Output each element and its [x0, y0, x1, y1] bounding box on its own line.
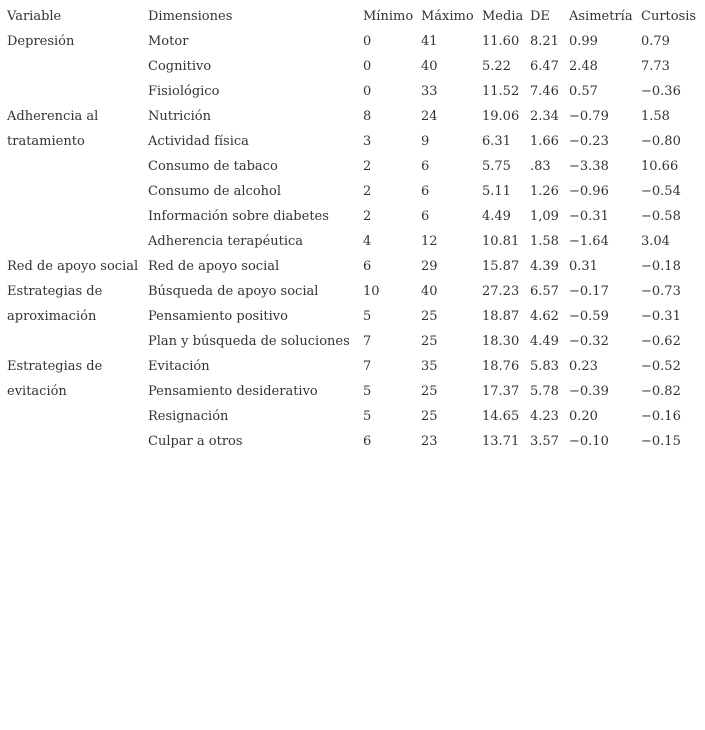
cell-skewness: 2.48: [569, 59, 598, 74]
cell-min: 5: [363, 384, 372, 399]
cell-max: 33: [421, 84, 438, 99]
table-row: [0, 229, 705, 254]
cell-mean: 10.81: [482, 234, 520, 249]
cell-skewness: −0.23: [569, 134, 609, 149]
cell-min: 0: [363, 59, 372, 74]
cell-min: 2: [363, 209, 372, 224]
cell-sd: 4.39: [530, 259, 559, 274]
cell-sd: 2.34: [530, 109, 559, 124]
cell-min: 2: [363, 184, 372, 199]
cell-max: 25: [421, 334, 438, 349]
cell-dimension: Actividad física: [148, 134, 249, 149]
cell-mean: 5.75: [482, 159, 511, 174]
cell-max: 6: [421, 159, 430, 174]
cell-min: 0: [363, 84, 372, 99]
table-row: [0, 404, 705, 429]
cell-max: 24: [421, 109, 438, 124]
cell-variable: Estrategias de: [7, 359, 103, 374]
cell-min: 6: [363, 434, 372, 449]
table-body: [0, 29, 705, 454]
cell-max: 12: [421, 234, 438, 249]
table-row: [0, 354, 705, 379]
cell-sd: 4.23: [530, 409, 559, 424]
table-row: [0, 54, 705, 79]
cell-kurtosis: −0.58: [641, 209, 681, 224]
cell-skewness: 0.23: [569, 359, 598, 374]
cell-variable: Estrategias de: [7, 284, 103, 299]
cell-dimension: Evitación: [148, 359, 210, 374]
cell-skewness: −0.10: [569, 434, 609, 449]
table-row: [0, 279, 705, 304]
cell-kurtosis: 10.66: [641, 159, 679, 174]
cell-mean: 5.11: [482, 184, 511, 199]
cell-max: 6: [421, 184, 430, 199]
cell-mean: 19.06: [482, 109, 520, 124]
header-mean: Media: [482, 9, 524, 24]
cell-dimension: Consumo de alcohol: [148, 184, 281, 199]
cell-kurtosis: −0.80: [641, 134, 681, 149]
table-row: [0, 79, 705, 104]
cell-min: 7: [363, 359, 372, 374]
cell-mean: 27.23: [482, 284, 520, 299]
cell-sd: 5.78: [530, 384, 559, 399]
cell-dimension: Cognitivo: [148, 59, 212, 74]
cell-variable: Red de apoyo social: [7, 259, 139, 274]
cell-kurtosis: −0.31: [641, 309, 681, 324]
cell-max: 25: [421, 309, 438, 324]
cell-max: 29: [421, 259, 438, 274]
header-sd: DE: [530, 9, 550, 24]
cell-variable: Depresión: [7, 34, 75, 49]
table-header-row: [0, 4, 705, 29]
cell-mean: 6.31: [482, 134, 511, 149]
cell-sd: 1.26: [530, 184, 559, 199]
cell-skewness: −0.96: [569, 184, 609, 199]
cell-variable: Adherencia al: [7, 109, 99, 124]
cell-mean: 4.49: [482, 209, 511, 224]
cell-max: 9: [421, 134, 430, 149]
table-row: [0, 129, 705, 154]
cell-mean: 18.76: [482, 359, 520, 374]
cell-mean: 18.30: [482, 334, 520, 349]
cell-dimension: Red de apoyo social: [148, 259, 280, 274]
cell-min: 2: [363, 159, 372, 174]
cell-kurtosis: −0.18: [641, 259, 681, 274]
cell-dimension: Plan y búsqueda de soluciones: [148, 334, 350, 349]
cell-sd: 1.66: [530, 134, 559, 149]
cell-min: 7: [363, 334, 372, 349]
cell-dimension: Resignación: [148, 409, 229, 424]
cell-sd: 6.47: [530, 59, 559, 74]
cell-min: 5: [363, 409, 372, 424]
table-row: [0, 429, 705, 454]
cell-kurtosis: −0.15: [641, 434, 681, 449]
cell-kurtosis: 1.58: [641, 109, 670, 124]
cell-min: 5: [363, 309, 372, 324]
cell-kurtosis: −0.52: [641, 359, 681, 374]
cell-sd: 4.49: [530, 334, 559, 349]
cell-skewness: −0.32: [569, 334, 609, 349]
cell-mean: 5.22: [482, 59, 511, 74]
cell-variable: tratamiento: [7, 134, 85, 149]
cell-kurtosis: −0.36: [641, 84, 681, 99]
header-kurtosis: Curtosis: [641, 9, 697, 24]
cell-min: 6: [363, 259, 372, 274]
cell-sd: 1,09: [530, 209, 559, 224]
cell-mean: 17.37: [482, 384, 520, 399]
cell-mean: 18.87: [482, 309, 520, 324]
cell-min: 4: [363, 234, 372, 249]
cell-min: 3: [363, 134, 372, 149]
cell-skewness: −3.38: [569, 159, 609, 174]
cell-skewness: −0.31: [569, 209, 609, 224]
cell-dimension: Pensamiento desiderativo: [148, 384, 318, 399]
descriptive-statistics-table: [0, 4, 705, 454]
cell-variable: aproximación: [7, 309, 97, 324]
cell-max: 41: [421, 34, 438, 49]
cell-sd: 1.58: [530, 234, 559, 249]
cell-mean: 11.60: [482, 34, 520, 49]
table-row: [0, 104, 705, 129]
cell-kurtosis: −0.82: [641, 384, 681, 399]
table-row: [0, 29, 705, 54]
cell-mean: 15.87: [482, 259, 520, 274]
cell-skewness: 0.31: [569, 259, 598, 274]
header-dimension: Dimensiones: [148, 9, 233, 24]
cell-kurtosis: −0.73: [641, 284, 681, 299]
cell-dimension: Adherencia terapéutica: [148, 234, 304, 249]
cell-skewness: 0.99: [569, 34, 598, 49]
table-row: [0, 154, 705, 179]
cell-max: 40: [421, 59, 438, 74]
header-variable: Variable: [7, 9, 62, 24]
cell-sd: 7.46: [530, 84, 559, 99]
cell-dimension: Culpar a otros: [148, 434, 243, 449]
cell-mean: 14.65: [482, 409, 520, 424]
cell-max: 40: [421, 284, 438, 299]
cell-kurtosis: −0.16: [641, 409, 681, 424]
cell-max: 23: [421, 434, 438, 449]
cell-sd: 4.62: [530, 309, 559, 324]
header-skewness: Asimetría: [569, 9, 633, 24]
table-row: [0, 204, 705, 229]
cell-kurtosis: 7.73: [641, 59, 670, 74]
cell-min: 8: [363, 109, 372, 124]
cell-sd: .83: [530, 159, 551, 174]
cell-skewness: 0.57: [569, 84, 598, 99]
cell-min: 0: [363, 34, 372, 49]
cell-skewness: −1.64: [569, 234, 609, 249]
header-min: Mínimo: [363, 9, 414, 24]
cell-dimension: Consumo de tabaco: [148, 159, 278, 174]
cell-skewness: −0.17: [569, 284, 609, 299]
header-max: Máximo: [421, 9, 474, 24]
cell-dimension: Fisiológico: [148, 84, 220, 99]
cell-max: 35: [421, 359, 438, 374]
cell-dimension: Información sobre diabetes: [148, 209, 329, 224]
cell-skewness: −0.79: [569, 109, 609, 124]
cell-kurtosis: −0.54: [641, 184, 681, 199]
table-row: [0, 179, 705, 204]
table-row: [0, 304, 705, 329]
cell-mean: 11.52: [482, 84, 520, 99]
cell-skewness: −0.39: [569, 384, 609, 399]
cell-kurtosis: 0.79: [641, 34, 670, 49]
table-row: [0, 329, 705, 354]
cell-skewness: 0.20: [569, 409, 598, 424]
cell-mean: 13.71: [482, 434, 520, 449]
cell-dimension: Búsqueda de apoyo social: [148, 284, 319, 299]
table-row: [0, 254, 705, 279]
cell-kurtosis: 3.04: [641, 234, 670, 249]
cell-dimension: Nutrición: [148, 109, 211, 124]
cell-sd: 3.57: [530, 434, 559, 449]
cell-sd: 6.57: [530, 284, 559, 299]
cell-dimension: Motor: [148, 34, 189, 49]
table-row: [0, 379, 705, 404]
cell-kurtosis: −0.62: [641, 334, 681, 349]
cell-dimension: Pensamiento positivo: [148, 309, 288, 324]
cell-min: 10: [363, 284, 380, 299]
cell-max: 25: [421, 384, 438, 399]
cell-max: 25: [421, 409, 438, 424]
cell-max: 6: [421, 209, 430, 224]
cell-sd: 8.21: [530, 34, 559, 49]
cell-variable: evitación: [7, 384, 67, 399]
cell-skewness: −0.59: [569, 309, 609, 324]
cell-sd: 5.83: [530, 359, 559, 374]
